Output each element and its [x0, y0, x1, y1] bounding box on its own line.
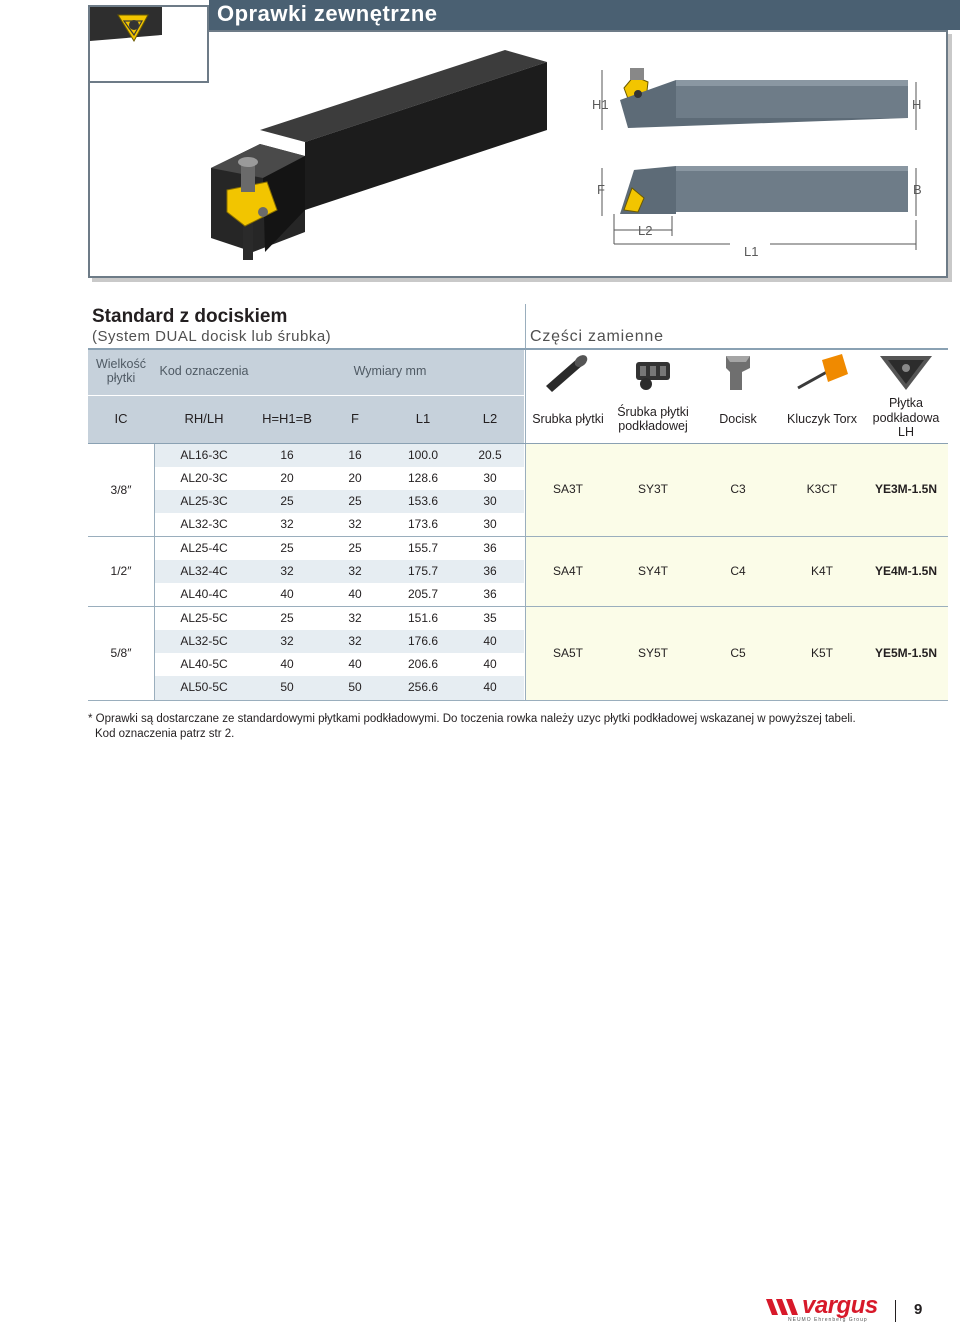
table-cell: 25 [280, 610, 294, 625]
header-dims: Wymiary mm [353, 364, 427, 378]
part-screw-5: SA5T [552, 645, 583, 660]
screw-icon [540, 352, 590, 394]
part-clamp-3: C3 [730, 481, 746, 496]
part-col-clamp: Docisk [719, 411, 757, 426]
ic-1-2: 1/2″ [110, 563, 132, 578]
part-shim-screw-3: SY3T [637, 481, 668, 496]
table-cell: 40 [280, 656, 294, 671]
table-row-code: AL32-4C [180, 563, 228, 578]
toolholder-illustration [205, 40, 555, 270]
table-cell: 40 [348, 586, 362, 601]
col-rh-lh: RH/LH [184, 410, 224, 426]
table-cell: 36 [483, 586, 497, 601]
table-cell: 32 [280, 633, 294, 648]
table-cell: 40 [280, 586, 294, 601]
section-title: Standard z dociskiem [92, 306, 288, 327]
part-col-torx: Kluczyk Torx [787, 411, 857, 426]
section-subtitle: (System DUAL docisk lub śrubka) [92, 328, 332, 345]
header-size: Wielkość płytki [95, 357, 146, 386]
shim-plate-icon [876, 352, 936, 394]
dim-label-f: F [597, 182, 605, 197]
table-row-code: AL32-3C [180, 516, 228, 531]
col-h: H=H1=B [262, 410, 312, 426]
page-title: Oprawki zewnętrzne [217, 1, 438, 26]
table-cell: 16 [280, 447, 294, 462]
table-cell: 50 [280, 680, 294, 695]
table-row-code: AL16-3C [180, 447, 228, 462]
table-cell: 32 [280, 563, 294, 578]
table-cell: 32 [348, 516, 362, 531]
table-cell: 25 [348, 540, 362, 555]
part-shim-3: YE3M-1.5N [874, 481, 938, 496]
brand-subtitle: NEUMO Ehrenberg Group [788, 1317, 868, 1323]
table-cell: 25 [280, 540, 294, 555]
dim-label-b: B [913, 182, 922, 197]
clamp-icon [720, 352, 756, 394]
footnote-line-1: * Oprawki są dostarczane ze standardowymi płytkami podkładowymi. Do toczenia rowka należy uzyc płytki podkładowej wskazanej w powyższej tabeli. [88, 713, 856, 725]
dim-label-l2: L2 [638, 223, 653, 238]
table-cell: 173.6 [407, 516, 439, 531]
part-screw-4: SA4T [552, 563, 583, 578]
table-cell: 36 [483, 563, 497, 578]
brand-logo: vargus [802, 1292, 878, 1319]
top-view-drawing [590, 158, 940, 258]
table-cell: 256.6 [407, 680, 439, 695]
insert-thumbnail [88, 5, 209, 83]
part-torx-5: K5T [810, 645, 833, 660]
dim-label-h: H [912, 97, 922, 112]
part-shim-5: YE5M-1.5N [874, 645, 938, 660]
table-cell: 153.6 [407, 493, 439, 508]
table-cell: 155.7 [407, 540, 439, 555]
vargus-logo-icon [766, 1297, 806, 1319]
table-cell: 30 [483, 493, 497, 508]
part-col-screw: Srubka płytki [532, 411, 604, 426]
ic-5-8: 5/8″ [110, 645, 132, 660]
table-cell: 30 [483, 516, 497, 531]
table-cell: 32 [348, 563, 362, 578]
table-row-code: AL25-4C [180, 540, 228, 555]
table-cell: 40 [483, 633, 497, 648]
page-number: 9 [914, 1301, 923, 1318]
parts-title: Części zamienne [530, 328, 664, 345]
part-clamp-5: C5 [730, 645, 746, 660]
part-shim-screw-4: SY4T [637, 563, 668, 578]
table-cell: 25 [280, 493, 294, 508]
table-cell: 30 [483, 470, 497, 485]
dim-label-h1: H1 [592, 97, 609, 112]
ic-3-8: 3/8″ [110, 482, 132, 497]
col-l2: L2 [482, 410, 498, 426]
table-row-code: AL40-4C [180, 586, 228, 601]
table-cell: 35 [483, 610, 497, 625]
table-cell: 151.6 [407, 610, 439, 625]
table-cell: 128.6 [407, 470, 439, 485]
torx-key-icon [794, 352, 850, 394]
table-cell: 205.7 [407, 586, 439, 601]
table-cell: 20 [280, 470, 294, 485]
col-f: F [351, 410, 359, 426]
table-row-code: AL25-3C [180, 493, 228, 508]
table-cell: 40 [348, 656, 362, 671]
table-cell: 206.6 [407, 656, 439, 671]
table-cell: 32 [348, 633, 362, 648]
col-l1: L1 [415, 410, 431, 426]
table-cell: 20.5 [478, 447, 502, 462]
header-code: Kod oznaczenia [159, 364, 249, 378]
insert-thumbnail-image [90, 7, 207, 81]
table-cell: 16 [348, 447, 362, 462]
part-torx-4: K4T [810, 563, 833, 578]
table-cell: 25 [348, 493, 362, 508]
table-cell: 175.7 [407, 563, 439, 578]
table-cell: 40 [483, 680, 497, 695]
footnote-line-2: Kod oznaczenia patrz str 2. [95, 728, 235, 740]
table-cell: 50 [348, 680, 362, 695]
part-screw-3: SA3T [552, 481, 583, 496]
part-clamp-4: C4 [730, 563, 746, 578]
part-col-shim: Płytka podkładowa LH [872, 396, 940, 440]
col-ic: IC [114, 410, 128, 426]
table-row-code: AL40-5C [180, 656, 228, 671]
table-cell: 36 [483, 540, 497, 555]
table-cell: 32 [348, 610, 362, 625]
table-cell: 20 [348, 470, 362, 485]
table-cell: 32 [280, 516, 294, 531]
part-shim-4: YE4M-1.5N [874, 563, 938, 578]
part-col-shim-screw: Śrubka płytki podkładowej [617, 404, 689, 433]
side-view-drawing [590, 60, 940, 140]
table-row-code: AL20-3C [180, 470, 228, 485]
table-row-code: AL50-5C [180, 680, 228, 695]
table-row-code: AL32-5C [180, 633, 228, 648]
dim-label-l1: L1 [744, 244, 759, 259]
table-cell: 40 [483, 656, 497, 671]
shim-screw-icon [628, 352, 678, 394]
table-row-code: AL25-5C [180, 610, 228, 625]
table-cell: 100.0 [407, 447, 439, 462]
part-shim-screw-5: SY5T [637, 645, 668, 660]
table-cell: 176.6 [407, 633, 439, 648]
part-torx-3: K3CT [806, 481, 838, 496]
